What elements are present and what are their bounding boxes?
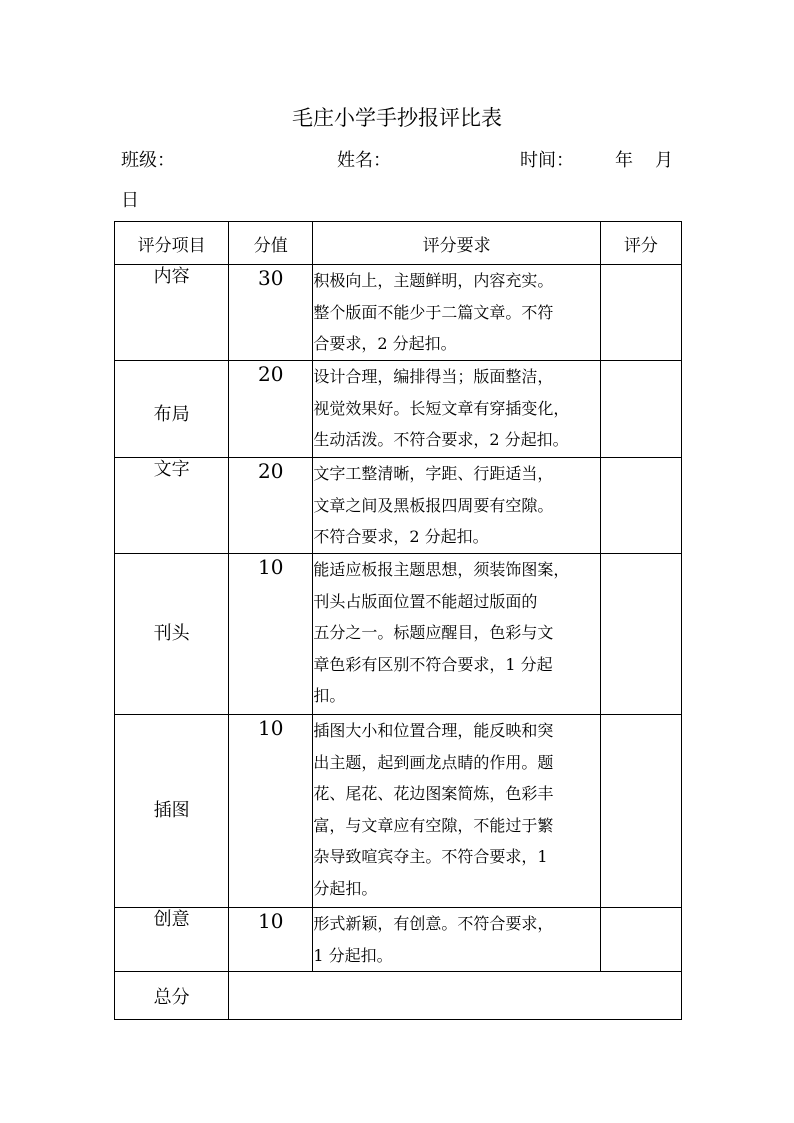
requirement-text	[313, 265, 601, 361]
table-header-row	[115, 222, 682, 265]
rating-cell[interactable]	[600, 265, 681, 361]
table-row	[115, 715, 682, 908]
table-row	[115, 554, 682, 715]
requirement-line: 扣。	[313, 686, 346, 705]
item-illustration: 插图	[115, 715, 229, 908]
requirement-line: 文字工整清晰，字距、行距适当，	[313, 464, 554, 483]
table-row	[115, 458, 682, 554]
requirement-line: 合要求，2 分起扣。	[313, 334, 457, 353]
time-label: 时间：	[520, 150, 574, 171]
rating-cell[interactable]	[600, 715, 681, 908]
requirement-text	[313, 361, 601, 458]
month-label: 月	[655, 150, 673, 171]
requirement-line: 生动活泼。不符合要求，2 分起扣。	[313, 430, 569, 449]
table-row	[115, 265, 682, 361]
requirement-text	[313, 458, 601, 554]
rating-cell[interactable]	[600, 458, 681, 554]
item-text: 文字	[115, 458, 229, 554]
requirement-line: 插图大小和位置合理，能反映和突	[313, 721, 554, 740]
header-requirement: 评分要求	[313, 222, 601, 265]
score-value: 10	[229, 908, 313, 972]
requirement-line: 1 分起扣。	[313, 945, 393, 965]
total-label: 总分	[115, 972, 229, 1020]
requirement-line: 五分之一。标题应醒目，色彩与文	[313, 623, 554, 642]
day-label: 日	[121, 190, 139, 211]
requirement-text	[313, 908, 601, 972]
item-creativity: 创意	[115, 908, 229, 972]
name-label: 姓名：	[337, 150, 391, 171]
score-value: 30	[229, 265, 313, 361]
header-score: 分值	[229, 222, 313, 265]
requirement-line: 章色彩有区别不符合要求，1 分起	[313, 654, 553, 674]
item-content: 内容	[115, 265, 229, 361]
item-masthead: 刊头	[115, 554, 229, 715]
table-row	[115, 908, 682, 972]
table-row	[115, 361, 682, 458]
score-value: 10	[229, 554, 313, 715]
requirement-line: 形式新颖，有创意。不符合要求，	[313, 914, 554, 933]
requirement-line: 视觉效果好。长短文章有穿插变化，	[313, 398, 570, 418]
requirement-line: 不符合要求，2 分起扣。	[313, 527, 489, 546]
requirement-line: 设计合理，编排得当；版面整洁，	[313, 367, 554, 386]
rating-cell[interactable]	[600, 908, 681, 972]
requirement-line: 积极向上，主题鲜明，内容充实。	[313, 271, 554, 290]
rating-cell[interactable]	[600, 361, 681, 458]
class-label: 班级：	[121, 150, 175, 171]
header-item: 评分项目	[115, 222, 229, 265]
requirement-line: 刊头占版面位置不能超过版面的	[313, 591, 538, 611]
score-value: 20	[229, 458, 313, 554]
requirement-line: 花、尾花、花边图案简炼，色彩丰	[313, 784, 554, 803]
page-title: 毛庄小学手抄报评比表	[292, 106, 502, 130]
header-rating: 评分	[600, 222, 681, 265]
requirement-line: 整个版面不能少于二篇文章。不符	[313, 302, 554, 322]
requirement-line: 分起扣。	[313, 878, 378, 898]
requirement-text	[313, 715, 601, 908]
total-value-cell[interactable]	[229, 972, 682, 1020]
year-label: 年	[615, 150, 633, 171]
requirement-line: 出主题，起到画龙点睛的作用。题	[313, 752, 554, 772]
total-row	[115, 972, 682, 1020]
score-value: 20	[229, 361, 313, 458]
item-layout: 布局	[115, 361, 229, 458]
score-value: 10	[229, 715, 313, 908]
requirement-line: 杂导致喧宾夺主。不符合要求，1	[313, 847, 548, 866]
requirement-line: 富，与文章应有空隙，不能过于繁	[313, 815, 554, 835]
requirement-text	[313, 554, 601, 715]
rating-cell[interactable]	[600, 554, 681, 715]
requirement-line: 能适应板报主题思想，须装饰图案，	[313, 560, 570, 579]
grading-table	[114, 221, 682, 1020]
requirement-line: 文章之间及黑板报四周要有空隙。	[313, 495, 554, 515]
